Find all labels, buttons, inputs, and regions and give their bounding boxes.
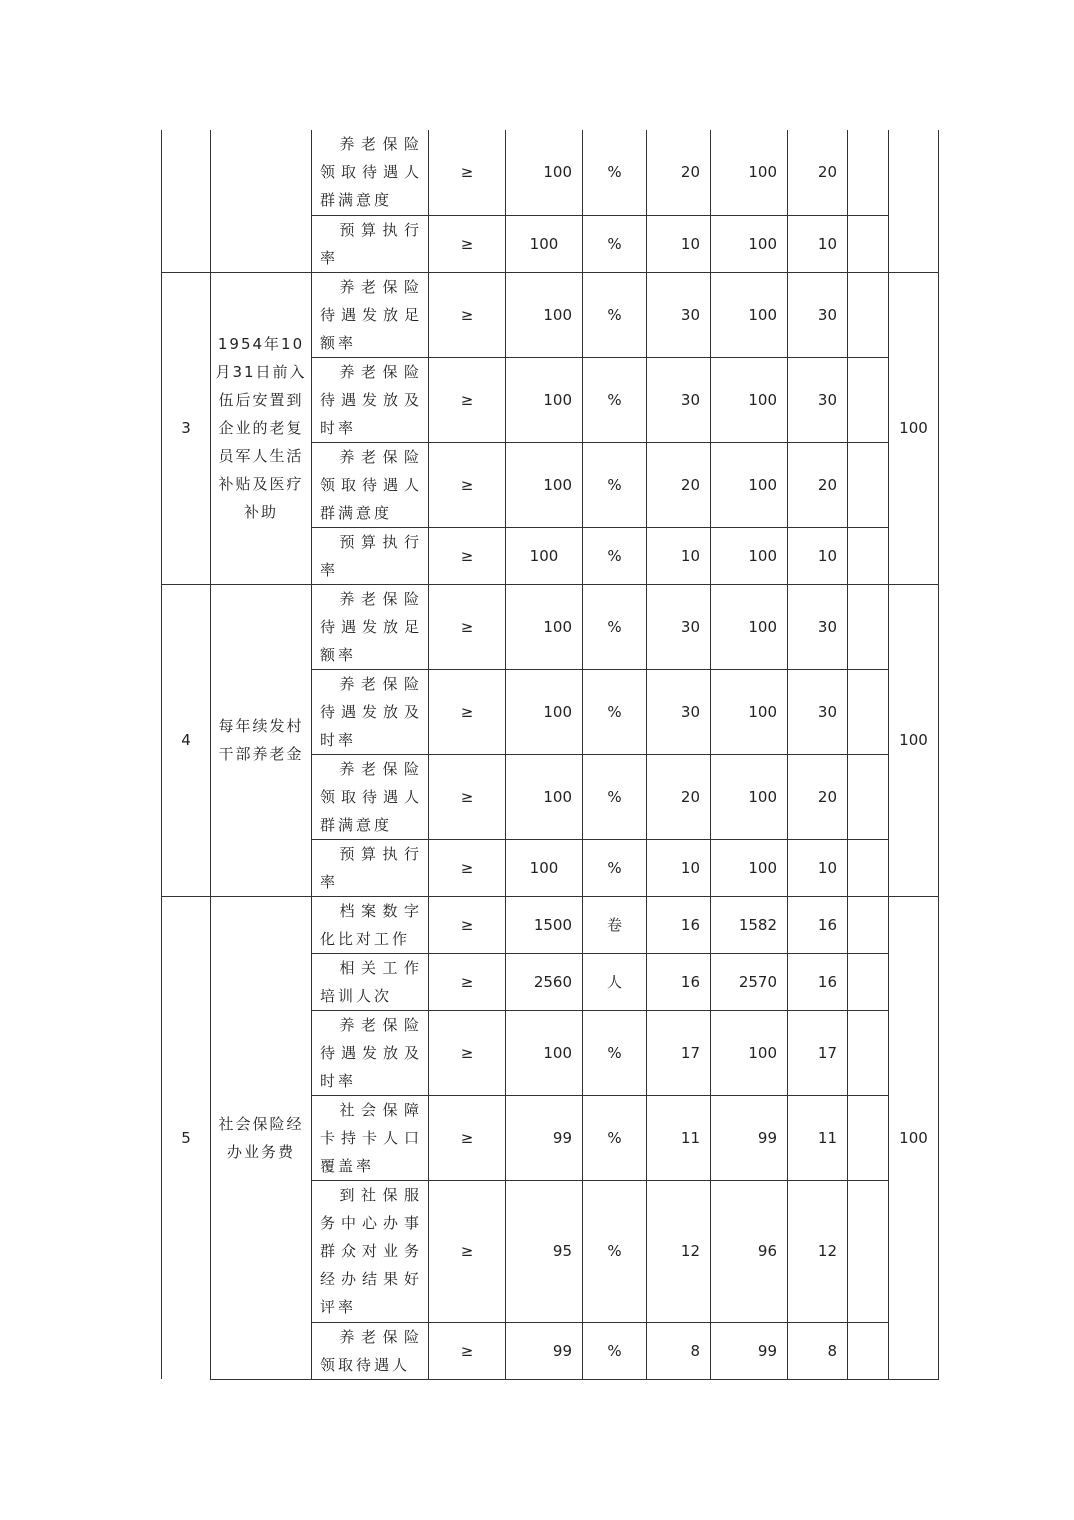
indicator-cell: 养老保险待遇发放及时率 — [312, 357, 429, 442]
comparison-symbol: ≥ — [429, 1010, 506, 1095]
table-row — [162, 896, 939, 953]
unit-cell: % — [583, 669, 647, 754]
indicator-cell: 养老保险领取待遇人群满意度 — [312, 442, 429, 527]
target-value: 100 — [506, 442, 583, 527]
weight-cell: 10 — [647, 215, 711, 272]
target-value: 99 — [506, 1322, 583, 1379]
weight-cell: 20 — [647, 754, 711, 839]
target-value: 100 — [506, 130, 583, 215]
actual-value: 2570 — [711, 953, 788, 1010]
indicator-cell: 相关工作培训人次 — [312, 953, 429, 1010]
note-cell — [848, 839, 889, 896]
target-value: 100 — [506, 215, 583, 272]
table-row — [162, 272, 939, 357]
unit-cell: 人 — [583, 953, 647, 1010]
comparison-symbol: ≥ — [429, 130, 506, 215]
actual-value: 96 — [711, 1180, 788, 1322]
target-value: 99 — [506, 1095, 583, 1180]
note-cell — [848, 215, 889, 272]
note-cell — [848, 357, 889, 442]
score-cell: 10 — [788, 215, 848, 272]
weight-cell: 30 — [647, 272, 711, 357]
indicator-cell: 养老保险领取待遇人群满意度 — [312, 130, 429, 215]
weight-cell: 11 — [647, 1095, 711, 1180]
note-cell — [848, 272, 889, 357]
score-cell: 30 — [788, 669, 848, 754]
weight-cell: 10 — [647, 527, 711, 584]
score-cell: 12 — [788, 1180, 848, 1322]
project-name-cell: 每年续发村干部养老金 — [211, 584, 312, 896]
weight-cell: 12 — [647, 1180, 711, 1322]
total-score-cell: 100 — [889, 272, 939, 584]
total-score-cell — [889, 130, 939, 272]
unit-cell: % — [583, 130, 647, 215]
weight-cell: 30 — [647, 669, 711, 754]
comparison-symbol: ≥ — [429, 272, 506, 357]
indicator-cell: 养老保险待遇发放足额率 — [312, 584, 429, 669]
note-cell — [848, 584, 889, 669]
target-value: 100 — [506, 584, 583, 669]
project-name-cell — [211, 130, 312, 272]
score-cell: 10 — [788, 839, 848, 896]
weight-cell: 20 — [647, 442, 711, 527]
total-score-cell: 100 — [889, 896, 939, 1379]
indicator-cell: 养老保险待遇发放及时率 — [312, 669, 429, 754]
comparison-symbol: ≥ — [429, 442, 506, 527]
note-cell — [848, 953, 889, 1010]
weight-cell: 8 — [647, 1322, 711, 1379]
indicator-cell: 养老保险待遇发放足额率 — [312, 272, 429, 357]
comparison-symbol: ≥ — [429, 754, 506, 839]
actual-value: 99 — [711, 1322, 788, 1379]
unit-cell: % — [583, 442, 647, 527]
score-cell: 11 — [788, 1095, 848, 1180]
unit-cell: % — [583, 839, 647, 896]
comparison-symbol: ≥ — [429, 357, 506, 442]
table-row — [162, 584, 939, 669]
weight-cell: 30 — [647, 357, 711, 442]
row-number-cell: 4 — [162, 584, 211, 896]
indicator-cell: 预算执行率 — [312, 839, 429, 896]
target-value: 100 — [506, 272, 583, 357]
unit-cell: % — [583, 584, 647, 669]
unit-cell: 卷 — [583, 896, 647, 953]
indicator-cell: 养老保险领取待遇人群满意度 — [312, 754, 429, 839]
performance-table-page — [161, 130, 939, 1380]
weight-cell: 30 — [647, 584, 711, 669]
target-value: 100 — [506, 839, 583, 896]
unit-cell: % — [583, 1095, 647, 1180]
target-value: 100 — [506, 1010, 583, 1095]
target-value: 1500 — [506, 896, 583, 953]
weight-cell: 16 — [647, 953, 711, 1010]
note-cell — [848, 669, 889, 754]
row-number-cell: 3 — [162, 272, 211, 584]
comparison-symbol: ≥ — [429, 953, 506, 1010]
actual-value: 99 — [711, 1095, 788, 1180]
actual-value: 100 — [711, 527, 788, 584]
unit-cell: % — [583, 357, 647, 442]
actual-value: 100 — [711, 272, 788, 357]
total-score-cell: 100 — [889, 584, 939, 896]
note-cell — [848, 130, 889, 215]
actual-value: 100 — [711, 215, 788, 272]
indicator-cell: 养老保险领取待遇人 — [312, 1322, 429, 1379]
target-value: 100 — [506, 357, 583, 442]
project-name-cell: 1954年10月31日前入伍后安置到企业的老复员军人生活补贴及医疗补助 — [211, 272, 312, 584]
score-cell: 10 — [788, 527, 848, 584]
note-cell — [848, 754, 889, 839]
score-cell: 8 — [788, 1322, 848, 1379]
note-cell — [848, 1180, 889, 1322]
unit-cell: % — [583, 272, 647, 357]
actual-value: 100 — [711, 754, 788, 839]
score-cell: 20 — [788, 442, 848, 527]
target-value: 100 — [506, 754, 583, 839]
target-value: 100 — [506, 527, 583, 584]
target-value: 95 — [506, 1180, 583, 1322]
actual-value: 100 — [711, 130, 788, 215]
comparison-symbol: ≥ — [429, 584, 506, 669]
project-name-cell: 社会保险经办业务费 — [211, 896, 312, 1379]
unit-cell: % — [583, 1010, 647, 1095]
note-cell — [848, 1095, 889, 1180]
score-cell: 16 — [788, 953, 848, 1010]
comparison-symbol: ≥ — [429, 215, 506, 272]
target-value: 2560 — [506, 953, 583, 1010]
indicator-cell: 养老保险待遇发放及时率 — [312, 1010, 429, 1095]
unit-cell: % — [583, 527, 647, 584]
note-cell — [848, 442, 889, 527]
actual-value: 1582 — [711, 896, 788, 953]
note-cell — [848, 896, 889, 953]
comparison-symbol: ≥ — [429, 1322, 506, 1379]
weight-cell: 20 — [647, 130, 711, 215]
weight-cell: 16 — [647, 896, 711, 953]
note-cell — [848, 1010, 889, 1095]
actual-value: 100 — [711, 357, 788, 442]
table-row — [162, 130, 939, 215]
comparison-symbol: ≥ — [429, 839, 506, 896]
indicator-cell: 预算执行率 — [312, 215, 429, 272]
actual-value: 100 — [711, 839, 788, 896]
indicator-cell: 档案数字化比对工作 — [312, 896, 429, 953]
indicator-cell: 预算执行率 — [312, 527, 429, 584]
unit-cell: % — [583, 754, 647, 839]
actual-value: 100 — [711, 1010, 788, 1095]
unit-cell: % — [583, 1322, 647, 1379]
row-number-cell — [162, 130, 211, 272]
actual-value: 100 — [711, 584, 788, 669]
note-cell — [848, 1322, 889, 1379]
score-cell: 20 — [788, 754, 848, 839]
target-value: 100 — [506, 669, 583, 754]
score-cell: 17 — [788, 1010, 848, 1095]
comparison-symbol: ≥ — [429, 1095, 506, 1180]
unit-cell: % — [583, 215, 647, 272]
row-number-cell: 5 — [162, 896, 211, 1379]
indicator-cell: 到社保服务中心办事群众对业务经办结果好评率 — [312, 1180, 429, 1322]
score-cell: 30 — [788, 357, 848, 442]
actual-value: 100 — [711, 669, 788, 754]
score-cell: 20 — [788, 130, 848, 215]
score-cell: 30 — [788, 584, 848, 669]
score-cell: 30 — [788, 272, 848, 357]
score-cell: 16 — [788, 896, 848, 953]
comparison-symbol: ≥ — [429, 669, 506, 754]
unit-cell: % — [583, 1180, 647, 1322]
note-cell — [848, 527, 889, 584]
weight-cell: 10 — [647, 839, 711, 896]
comparison-symbol: ≥ — [429, 896, 506, 953]
indicator-cell: 社会保障卡持卡人口覆盖率 — [312, 1095, 429, 1180]
performance-indicator-table — [161, 130, 939, 1380]
actual-value: 100 — [711, 442, 788, 527]
weight-cell: 17 — [647, 1010, 711, 1095]
comparison-symbol: ≥ — [429, 1180, 506, 1322]
comparison-symbol: ≥ — [429, 527, 506, 584]
